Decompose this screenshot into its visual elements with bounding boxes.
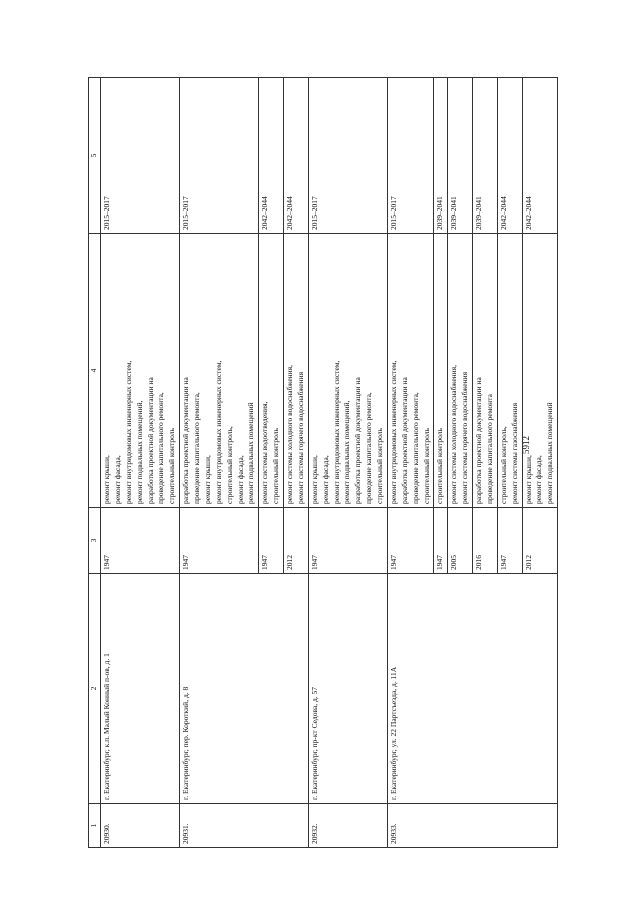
- work-item: разработка проектной документации на: [353, 377, 363, 504]
- build-year-cell: 1947: [259, 508, 284, 574]
- work-item: ремонт системы горячего водоснабжения: [295, 371, 305, 504]
- record-number-cell: [434, 804, 448, 848]
- table-row: [259, 78, 284, 848]
- work-item: проведение капитального ремонта,: [410, 392, 420, 504]
- work-item: ремонт крыши,: [202, 455, 212, 504]
- repair-period-cell: 2039–2041: [434, 78, 448, 234]
- work-item: ремонт системы водоотведения,: [260, 401, 270, 504]
- rotated-table-container: [88, 78, 588, 848]
- work-item: ремонт фасада,: [112, 455, 122, 504]
- record-number-cell: [448, 804, 473, 848]
- build-year-cell: 2012: [284, 508, 309, 574]
- build-year-cell: 1947: [434, 508, 448, 574]
- work-item: ремонт системы холодного водоснабжения,: [285, 364, 294, 504]
- work-item: разработка проектной документации на: [474, 377, 483, 504]
- table-row: [522, 78, 558, 848]
- record-number-cell: 20933.: [387, 804, 434, 848]
- repair-period-cell: 2039–2041: [473, 78, 498, 234]
- table-row: [387, 78, 434, 848]
- header-cell-4: 4: [89, 234, 101, 508]
- record-number-cell: [284, 804, 309, 848]
- work-item: ремонт подвальных помещений,: [134, 400, 144, 504]
- work-item: строительный контроль,: [498, 426, 508, 504]
- work-item: ремонт крыши,: [523, 455, 533, 504]
- page-number: 5912: [521, 436, 531, 454]
- work-item: ремонт фасада,: [320, 455, 330, 504]
- work-item: ремонт внутридомовых инженерных систем,: [123, 360, 133, 504]
- works-cell: [308, 234, 387, 508]
- work-item: ремонт подвальных помещений: [545, 402, 555, 504]
- work-item: ремонт системы газоснабжения: [509, 402, 519, 504]
- address-cell: [259, 574, 284, 804]
- address-cell: г. Екатеринбург, к.п. Малый Конный п-ов, д. 1: [101, 574, 180, 804]
- record-number-cell: 20931.: [180, 804, 259, 848]
- address-cell: г. Екатеринбург, пр-кт Седова, д. 57: [308, 574, 387, 804]
- repair-period-cell: 2042–2044: [259, 78, 284, 234]
- work-item: разработка проектной документации на: [399, 377, 409, 504]
- work-item: проведение капитального ремонта,: [156, 392, 166, 504]
- repair-period-cell: 2015–2017: [308, 78, 387, 234]
- address-cell: [448, 574, 473, 804]
- table-row: [101, 78, 180, 848]
- header-cell-5: 5: [89, 78, 101, 234]
- work-item: проведение капитального ремонта,: [364, 392, 374, 504]
- work-item: ремонт системы горячего водоснабжения: [460, 371, 470, 504]
- repair-period-cell: 2015–2017: [387, 78, 434, 234]
- work-item: ремонт подвальных помещений,: [342, 400, 352, 504]
- works-cell: [522, 234, 558, 508]
- works-cell: [434, 234, 448, 508]
- works-cell: [448, 234, 473, 508]
- table-row: [308, 78, 387, 848]
- works-cell: [387, 234, 434, 508]
- table-row: [473, 78, 498, 848]
- address-cell: [434, 574, 448, 804]
- repair-period-cell: 2039–2041: [448, 78, 473, 234]
- works-cell: [101, 234, 180, 508]
- work-item: ремонт внутридомовых инженерных систем,: [213, 360, 223, 504]
- work-item: ремонт фасада,: [235, 455, 245, 504]
- repair-period-cell: 2015–2017: [101, 78, 180, 234]
- table-header: [89, 78, 101, 848]
- work-item: строительный контроль: [421, 428, 431, 504]
- works-cell: [284, 234, 309, 508]
- address-cell: г. Екатеринбург, ул. 22 Партсъезда, д. 11А: [387, 574, 434, 804]
- address-cell: [497, 574, 522, 804]
- works-cell: [473, 234, 498, 508]
- address-cell: г. Екатеринбург, пер. Короткий, д. 8: [180, 574, 259, 804]
- record-number-cell: [259, 804, 284, 848]
- repair-period-cell: 2042–2044: [284, 78, 309, 234]
- table-row: [180, 78, 259, 848]
- record-number-cell: [473, 804, 498, 848]
- build-year-cell: 1947: [308, 508, 387, 574]
- work-item: проведение капитального ремонта,: [192, 392, 201, 504]
- work-item: ремонт внутридомовых инженерных систем,: [388, 360, 398, 504]
- address-cell: [522, 574, 558, 804]
- record-number-cell: 20930.: [101, 804, 180, 848]
- header-cell-2: 2: [89, 574, 101, 804]
- repair-period-cell: 2042–2044: [522, 78, 558, 234]
- address-cell: [473, 574, 498, 804]
- table-row: [434, 78, 448, 848]
- build-year-cell: 1947: [180, 508, 259, 574]
- work-item: строительный контроль: [435, 428, 445, 504]
- works-cell: [180, 234, 259, 508]
- header-cell-3: 3: [89, 508, 101, 574]
- work-item: строительный контроль: [167, 428, 177, 504]
- work-item: ремонт фасада,: [534, 455, 544, 504]
- works-cell: [497, 234, 522, 508]
- build-year-cell: 1947: [497, 508, 522, 574]
- address-cell: [284, 574, 309, 804]
- works-cell: [259, 234, 284, 508]
- record-number-cell: [497, 804, 522, 848]
- work-item: проведение капитального ремонта: [484, 394, 494, 504]
- table-row: [448, 78, 473, 848]
- table-row: [497, 78, 522, 848]
- work-item: ремонт внутридомовых инженерных систем,: [331, 360, 341, 504]
- repair-period-cell: 2015–2017: [180, 78, 259, 234]
- work-item: разработка проектной документации на: [181, 377, 191, 504]
- work-item: ремонт системы холодного водоснабжения,: [449, 364, 459, 504]
- repair-period-cell: 2042–2044: [497, 78, 522, 234]
- work-item: ремонт крыши,: [309, 455, 319, 504]
- work-item: строительный контроль,: [224, 426, 234, 504]
- record-number-cell: [522, 804, 558, 848]
- build-year-cell: 2016: [473, 508, 498, 574]
- table-body: [101, 78, 558, 848]
- work-item: ремонт крыши,: [102, 455, 111, 504]
- work-item: ремонт подвальных помещений: [246, 402, 256, 504]
- build-year-cell: 1947: [387, 508, 434, 574]
- work-item: строительный контроль: [271, 428, 281, 504]
- build-year-cell: 2005: [448, 508, 473, 574]
- work-item: разработка проектной документации на: [145, 377, 155, 504]
- build-year-cell: 1947: [101, 508, 180, 574]
- header-cell-1: 1: [89, 804, 101, 848]
- build-year-cell: 2012: [522, 508, 558, 574]
- repair-schedule-table: [88, 77, 558, 848]
- record-number-cell: 20932.: [308, 804, 387, 848]
- table-row: [284, 78, 309, 848]
- work-item: строительный контроль: [375, 428, 384, 504]
